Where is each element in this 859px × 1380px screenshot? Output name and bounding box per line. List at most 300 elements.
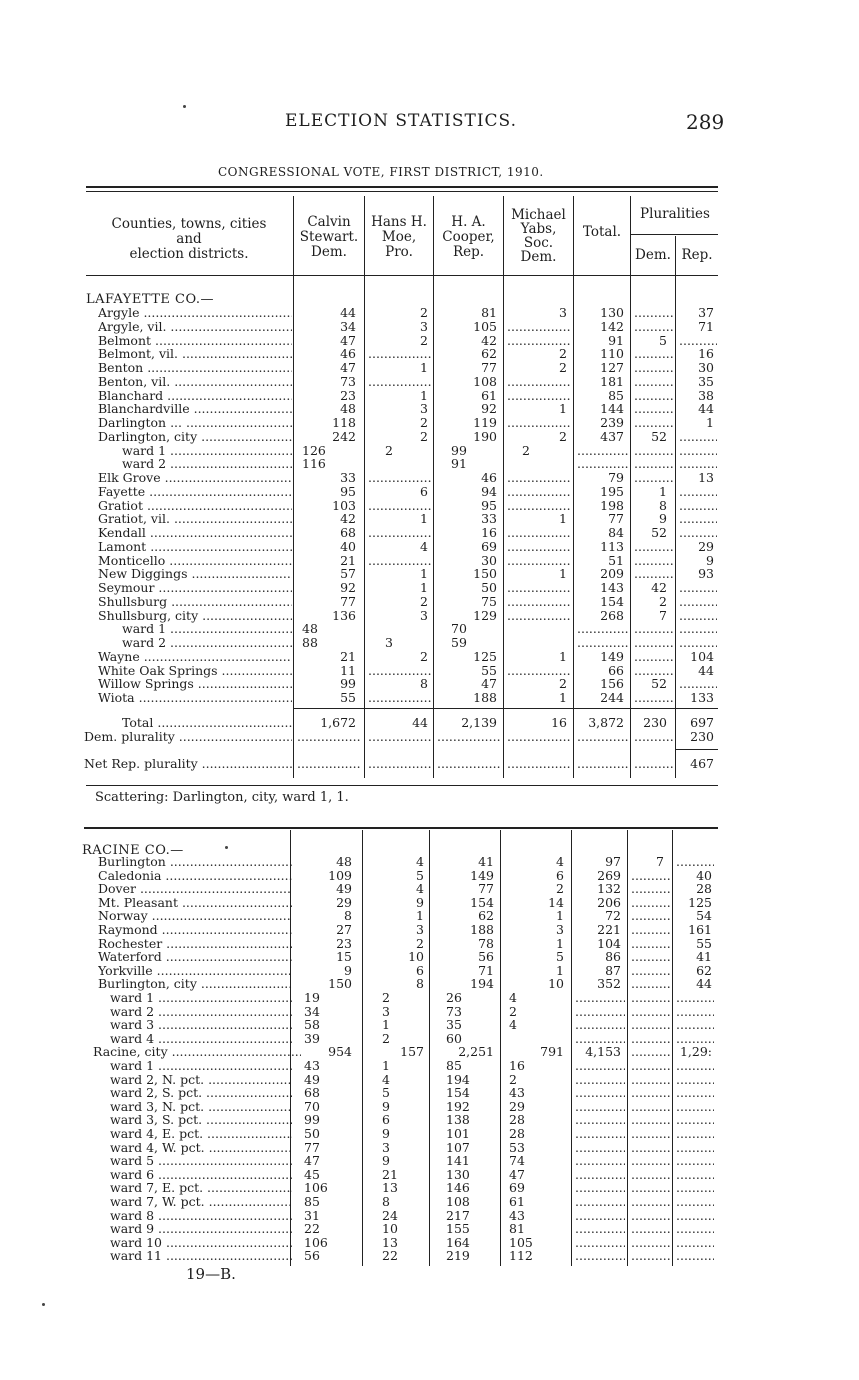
cell-m: 1	[420, 387, 428, 403]
table-row	[0, 964, 859, 978]
cell-wy: 4	[509, 990, 517, 1005]
district-name: ward 7, W. pct. .....	[110, 1195, 292, 1209]
cell-s: 33	[340, 470, 356, 485]
cell-y: 1	[559, 648, 567, 664]
empty-cell-leader	[631, 1086, 670, 1100]
table-row	[0, 581, 859, 595]
cell-wm: 3	[385, 635, 393, 650]
table-row	[0, 1181, 859, 1195]
summary-row	[0, 730, 859, 744]
table-row	[0, 1005, 859, 1019]
empty-cell-leader	[634, 730, 674, 744]
table-row	[0, 937, 859, 951]
table-row	[0, 1045, 859, 1059]
cell-t: 144	[600, 401, 624, 417]
cell-r: 37	[698, 305, 714, 320]
empty-cell-leader	[575, 1100, 625, 1114]
cell-t: 268	[600, 607, 624, 623]
cell-m: 2	[420, 648, 428, 664]
empty-cell-leader	[631, 1168, 670, 1182]
empty-cell-leader	[368, 471, 431, 485]
cell-s: 34	[340, 318, 356, 334]
empty-cell-leader	[679, 526, 717, 540]
empty-cell-leader	[575, 1059, 625, 1073]
empty-cell-leader	[575, 1141, 625, 1155]
cell-t: 181	[600, 373, 624, 389]
district-name: Burlington .....	[98, 855, 292, 869]
column-header-dem: Dem.	[635, 247, 671, 263]
table-row	[0, 361, 859, 375]
empty-cell-leader	[297, 757, 361, 771]
cell-s: 15	[336, 949, 352, 965]
empty-cell-leader	[631, 1249, 670, 1263]
empty-cell-leader	[575, 1127, 625, 1141]
summary-value: 230	[690, 729, 714, 744]
empty-cell-leader	[631, 1059, 670, 1073]
cell-s: 11	[340, 662, 356, 678]
cell-y: 1	[556, 908, 564, 924]
cell-r: 16	[698, 346, 714, 362]
empty-cell-leader	[676, 991, 714, 1005]
empty-cell-leader	[575, 1222, 625, 1236]
empty-cell-leader	[575, 1249, 625, 1263]
racine-top-rule	[84, 827, 718, 829]
page-number: 289	[686, 110, 725, 134]
cell-y: 5	[556, 949, 564, 965]
table-row	[0, 554, 859, 568]
cell-r: 1	[706, 415, 714, 430]
cell-d: 9	[659, 511, 667, 527]
empty-cell-leader	[575, 1113, 625, 1127]
cell-wm: 3	[382, 1139, 390, 1155]
cell-wc: 164	[446, 1234, 470, 1250]
district-name: Waterford .....	[98, 950, 292, 964]
empty-cell-leader	[634, 444, 674, 458]
cell-wm: 2	[382, 1030, 390, 1046]
district-name: ward 1 .....	[110, 991, 292, 1005]
cell-c: 42	[481, 332, 497, 348]
table-top-rule	[86, 186, 718, 188]
column-header-cooper: H. A. Cooper, Rep.	[442, 214, 495, 260]
empty-cell-leader	[679, 430, 717, 444]
section-heading-racine: RACINE CO.—	[82, 843, 184, 858]
cell-m: 3	[420, 401, 428, 417]
cell-s: 95	[340, 483, 356, 499]
district-name: ward 3, N. pct. .....	[110, 1100, 292, 1114]
cell-m: 8	[416, 976, 424, 992]
cell-c: 33	[481, 511, 497, 527]
cell-y: 1	[559, 566, 567, 582]
district-name: New Diggings .....	[98, 567, 292, 581]
pluralities-rule	[631, 234, 718, 235]
section-heading-lafayette: LAFAYETTE CO.—	[86, 292, 215, 307]
table-row	[0, 909, 859, 923]
cell-c: 2,251	[458, 1044, 494, 1060]
empty-cell-leader	[676, 1195, 714, 1209]
cell-c: 69	[481, 538, 497, 554]
cell-y: 2	[559, 428, 567, 444]
cell-s: 21	[340, 648, 356, 664]
empty-cell-leader	[676, 1236, 714, 1250]
cell-y: 3	[556, 922, 564, 937]
district-name: Darlington, city .....	[98, 430, 292, 444]
ink-speck	[183, 105, 186, 108]
cell-ws: 43	[304, 1058, 320, 1073]
cell-c: 105	[473, 318, 497, 334]
summary-value: 44	[412, 715, 428, 730]
district-name: ward 4, E. pct. .....	[110, 1127, 292, 1141]
empty-cell-leader	[679, 636, 717, 650]
summary-value: 230	[643, 715, 667, 730]
cell-c: 75	[481, 593, 497, 609]
cell-y: 1	[559, 401, 567, 417]
district-name: ward 7, E. pct. .....	[110, 1181, 292, 1195]
ink-speck	[42, 1303, 45, 1306]
cell-s: 23	[340, 387, 356, 403]
cell-s: 150	[328, 976, 352, 992]
cell-c: 41	[478, 854, 494, 869]
cell-ws: 50	[304, 1126, 320, 1141]
cell-m: 3	[416, 922, 424, 937]
table-row	[0, 977, 859, 991]
cell-wy: 43	[509, 1085, 525, 1101]
cell-y: 1	[556, 935, 564, 951]
cell-r: 41	[696, 949, 712, 965]
column-header-district: Counties, towns, cities and election districts.	[111, 216, 267, 262]
table-row	[0, 526, 859, 540]
cell-wm: 9	[382, 1098, 390, 1114]
empty-cell-leader	[676, 1073, 714, 1087]
cell-c: 81	[481, 305, 497, 320]
district-name: Fayette .....	[98, 485, 292, 499]
cell-wm: 13	[382, 1234, 398, 1250]
district-name: Blanchard .....	[98, 389, 292, 403]
cell-s: 9	[344, 962, 352, 978]
empty-cell-leader	[368, 526, 431, 540]
cell-r: 125	[688, 894, 712, 910]
empty-cell-leader	[507, 526, 571, 540]
lafayette-bottom-rule	[86, 785, 718, 786]
cell-wc: 219	[446, 1248, 470, 1264]
cell-c: 61	[481, 387, 497, 403]
cell-c: 92	[481, 401, 497, 417]
cell-wm: 1	[382, 1058, 390, 1073]
table-row	[0, 334, 859, 348]
empty-cell-leader	[676, 1018, 714, 1032]
empty-cell-leader	[676, 1086, 714, 1100]
cell-r: 93	[698, 566, 714, 582]
cell-t: 239	[600, 415, 624, 430]
rep-subtotal-rule	[676, 749, 718, 750]
district-name: ward 2, N. pct. .....	[110, 1073, 292, 1087]
cell-d: 7	[656, 854, 664, 869]
table-top-rule-inner	[86, 191, 718, 192]
empty-cell-leader	[437, 730, 501, 744]
cell-c: 55	[481, 662, 497, 678]
cell-s: 40	[340, 538, 356, 554]
cell-t: 87	[605, 962, 621, 978]
cell-t: 66	[608, 662, 624, 678]
cell-s: 68	[340, 525, 356, 540]
table-row	[0, 512, 859, 526]
summary-row	[0, 757, 859, 771]
cell-c: 150	[473, 566, 497, 582]
table-row	[0, 882, 859, 896]
cell-m: 4	[416, 881, 424, 897]
empty-cell-leader	[676, 1154, 714, 1168]
table-row	[0, 691, 859, 705]
table-row	[0, 950, 859, 964]
empty-cell-leader	[676, 1005, 714, 1019]
cell-t: 79	[608, 470, 624, 485]
empty-cell-leader	[676, 1059, 714, 1073]
district-name: Darlington ... .....	[98, 416, 292, 430]
district-name: Argyle, vil. .....	[98, 320, 292, 334]
cell-s: 73	[340, 373, 356, 389]
cell-r: 13	[698, 470, 714, 485]
cell-wm: 22	[382, 1248, 398, 1264]
cell-wc: 107	[446, 1139, 470, 1155]
cell-ws: 77	[304, 1139, 320, 1155]
cell-r: 1,29:	[679, 1044, 712, 1060]
cell-r: 38	[698, 387, 714, 403]
table-row	[0, 1222, 859, 1236]
cell-wy: 28	[509, 1126, 525, 1141]
empty-cell-leader	[507, 416, 571, 430]
cell-wc: 35	[446, 1017, 462, 1033]
table-row	[0, 1100, 859, 1114]
cell-s: 118	[332, 415, 356, 430]
cell-s: 48	[340, 401, 356, 417]
cell-m: 2	[420, 593, 428, 609]
district-name: Mt. Pleasant .....	[98, 896, 292, 910]
cell-y: 6	[556, 867, 564, 883]
cell-d: 52	[651, 676, 667, 692]
cell-wm: 1	[382, 1017, 390, 1033]
cell-t: 195	[600, 483, 624, 499]
cell-r: 28	[696, 881, 712, 897]
table-row	[0, 375, 859, 389]
table-row	[0, 1073, 859, 1087]
empty-cell-leader	[575, 1073, 625, 1087]
district-name: Belmont .....	[98, 334, 292, 348]
district-name: Burlington, city .....	[98, 977, 292, 991]
cell-wc: 59	[451, 635, 467, 650]
cell-wc: 192	[446, 1098, 470, 1114]
cell-wy: 81	[509, 1221, 525, 1237]
empty-cell-leader	[631, 1100, 670, 1114]
cell-ws: 56	[304, 1248, 320, 1264]
table-row	[0, 347, 859, 361]
empty-cell-leader	[631, 1113, 670, 1127]
empty-cell-leader	[631, 1141, 670, 1155]
cell-r: 55	[696, 935, 712, 951]
cell-r: 62	[696, 962, 712, 978]
cell-r: 30	[698, 360, 714, 375]
table-row	[0, 636, 859, 650]
cell-r: 161	[688, 922, 712, 937]
empty-cell-leader	[631, 1195, 670, 1209]
table-row	[0, 855, 859, 869]
cell-r: 40	[696, 867, 712, 883]
cell-m: 4	[416, 854, 424, 869]
empty-cell-leader	[679, 622, 717, 636]
cell-wy: 112	[509, 1248, 533, 1264]
empty-cell-leader	[507, 730, 571, 744]
district-name: Wayne .....	[98, 650, 292, 664]
table-row	[0, 1086, 859, 1100]
district-name: ward 1 .....	[110, 1059, 292, 1073]
cell-r: 29	[698, 538, 714, 554]
cell-t: 206	[597, 894, 621, 910]
cell-t: 149	[600, 648, 624, 664]
cell-wm: 3	[382, 1003, 390, 1019]
cell-c: 62	[478, 908, 494, 924]
cell-r: 133	[690, 690, 714, 705]
cell-m: 8	[420, 676, 428, 692]
empty-cell-leader	[631, 1005, 670, 1019]
summary-label: Net Rep. plurality .....	[84, 757, 292, 771]
district-name: Rochester .....	[98, 937, 292, 951]
empty-cell-leader	[507, 609, 571, 623]
cell-s: 21	[340, 552, 356, 568]
cell-ws: 49	[304, 1071, 320, 1087]
empty-cell-leader	[575, 1181, 625, 1195]
cell-m: 10	[408, 949, 424, 965]
cell-t: 72	[605, 908, 621, 924]
cell-wy: 16	[509, 1058, 525, 1073]
cell-c: 71	[478, 962, 494, 978]
ink-speck	[225, 846, 228, 849]
cell-wy: 61	[509, 1194, 525, 1209]
cell-d: 7	[659, 607, 667, 623]
cell-s: 109	[328, 867, 352, 883]
table-row	[0, 991, 859, 1005]
cell-ws: 48	[302, 621, 318, 637]
cell-m: 2	[420, 415, 428, 430]
empty-cell-leader	[676, 1100, 714, 1114]
cell-s: 29	[336, 894, 352, 910]
cell-t: 85	[608, 387, 624, 403]
cell-m: 9	[416, 894, 424, 910]
empty-cell-leader	[676, 1181, 714, 1195]
district-name: Norway .....	[98, 909, 292, 923]
table-row	[0, 1209, 859, 1223]
empty-cell-leader	[679, 581, 717, 595]
cell-t: 437	[600, 428, 624, 444]
empty-cell-leader	[631, 1018, 670, 1032]
cell-m: 1	[420, 566, 428, 582]
empty-cell-leader	[676, 1209, 714, 1223]
column-header-rep: Rep.	[681, 247, 713, 263]
empty-cell-leader	[631, 1209, 670, 1223]
empty-cell-leader	[631, 1181, 670, 1195]
empty-cell-leader	[631, 1222, 670, 1236]
empty-cell-leader	[631, 1032, 670, 1046]
empty-cell-leader	[679, 512, 717, 526]
table-row	[0, 595, 859, 609]
cell-wy: 74	[509, 1153, 525, 1169]
district-name: Yorkville .....	[98, 964, 292, 978]
cell-t: 244	[600, 690, 624, 705]
cell-s: 55	[340, 690, 356, 705]
cell-ws: 106	[304, 1180, 328, 1196]
cell-t: 143	[600, 580, 624, 595]
table-row	[0, 1236, 859, 1250]
cell-ws: 85	[304, 1194, 320, 1209]
cell-wy: 2	[509, 1003, 517, 1019]
cell-c: 56	[478, 949, 494, 965]
cell-y: 1	[559, 690, 567, 705]
cell-wc: 85	[446, 1058, 462, 1073]
table-row	[0, 540, 859, 554]
summary-value: 2,139	[461, 715, 497, 730]
cell-wc: 70	[451, 621, 467, 637]
cell-ws: 99	[304, 1112, 320, 1128]
district-name: Gratiot .....	[98, 499, 292, 513]
cell-y: 2	[559, 346, 567, 362]
empty-cell-leader	[679, 444, 717, 458]
cell-wc: 155	[446, 1221, 470, 1237]
cell-wy: 53	[509, 1139, 525, 1155]
table-row	[0, 1113, 859, 1127]
cell-s: 8	[344, 908, 352, 924]
summary-value: 697	[690, 715, 714, 730]
cell-ws: 47	[304, 1153, 320, 1169]
cell-m: 6	[420, 483, 428, 499]
cell-r: 104	[690, 648, 714, 664]
cell-y: 14	[548, 894, 564, 910]
cell-c: 125	[473, 648, 497, 664]
cell-m: 2	[420, 305, 428, 320]
cell-wm: 4	[382, 1071, 390, 1087]
cell-m: 1	[416, 908, 424, 924]
table-row	[0, 923, 859, 937]
empty-cell-leader	[676, 855, 714, 869]
cell-y: 2	[556, 881, 564, 897]
cell-wm: 10	[382, 1221, 398, 1237]
cell-s: 44	[340, 305, 356, 320]
table-row	[0, 457, 859, 471]
summary-label: Dem. plurality .....	[84, 730, 292, 744]
cell-ws: 106	[304, 1234, 328, 1250]
running-head: ELECTION STATISTICS.	[285, 111, 517, 131]
cell-wc: 146	[446, 1180, 470, 1196]
cell-s: 27	[336, 922, 352, 937]
cell-s: 23	[336, 935, 352, 951]
cell-ws: 39	[304, 1030, 320, 1046]
empty-cell-leader	[634, 636, 674, 650]
district-name: Elk Grove .....	[98, 471, 292, 485]
empty-cell-leader	[575, 1168, 625, 1182]
district-name: ward 2 .....	[122, 457, 292, 471]
cell-t: 142	[600, 318, 624, 334]
cell-t: 269	[597, 867, 621, 883]
cell-c: 95	[481, 497, 497, 513]
cell-c: 149	[470, 867, 494, 883]
table-row	[0, 1032, 859, 1046]
cell-m: 2	[416, 935, 424, 951]
cell-c: 129	[473, 607, 497, 623]
empty-cell-leader	[507, 540, 571, 554]
district-name: ward 1 .....	[122, 444, 292, 458]
cell-wc: 217	[446, 1207, 470, 1223]
cell-c: 108	[473, 373, 497, 389]
table-row	[0, 622, 859, 636]
empty-cell-leader	[368, 691, 431, 705]
district-name: ward 1 .....	[122, 622, 292, 636]
cell-c: 94	[481, 483, 497, 499]
